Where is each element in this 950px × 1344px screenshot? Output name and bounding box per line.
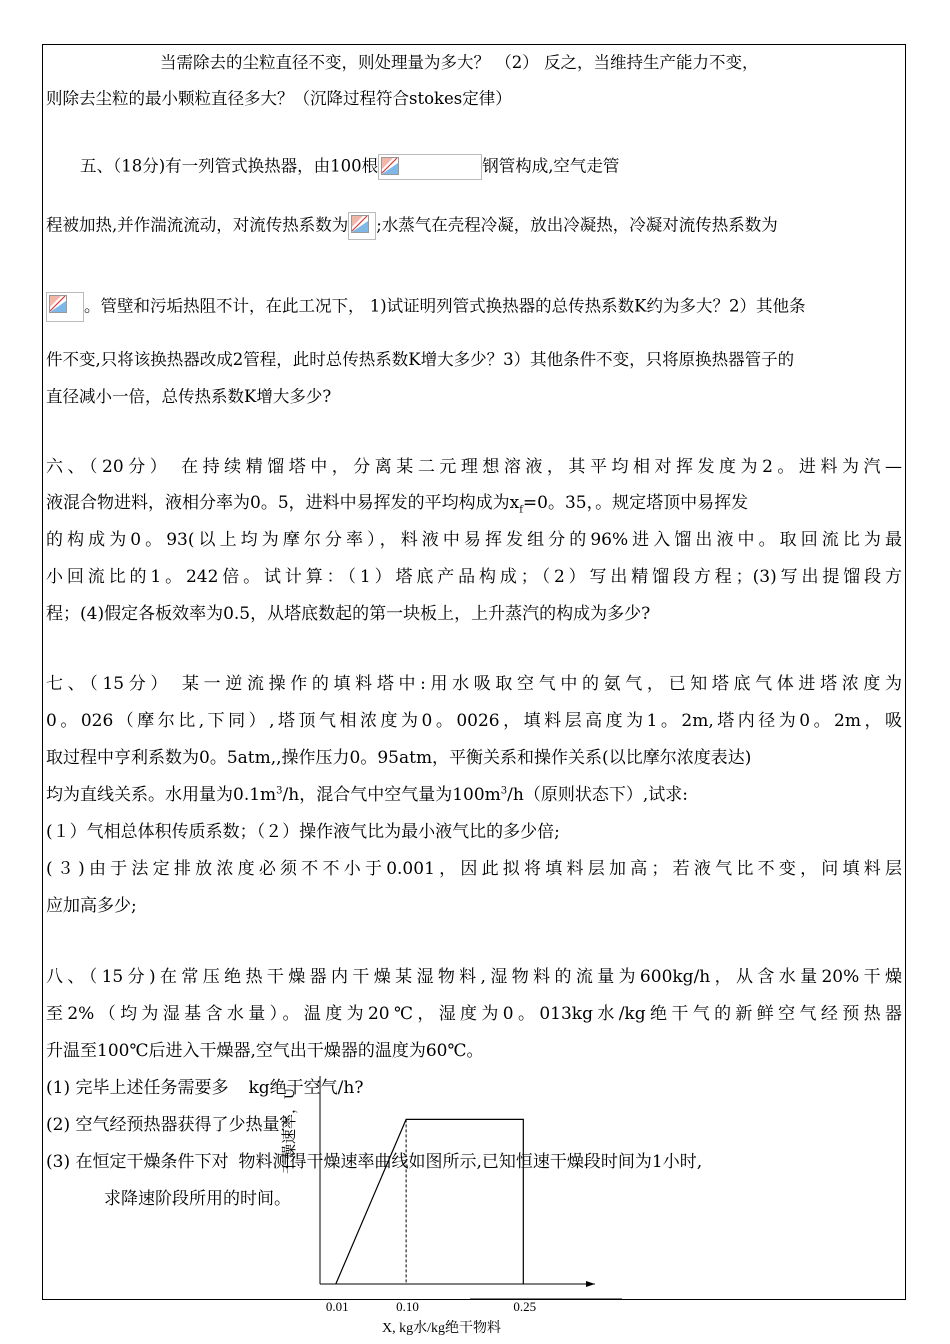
text-fragment: /h（原则状态下）,试求: — [507, 785, 688, 805]
text-line: 直径减小一倍，总传热系数K增大多少? — [46, 387, 332, 406]
text-line: 取过程中亨利系数为0。5atm,,操作压力0。95atm，平衡关系和操作关系(以比摩尔浓度表达) — [46, 748, 752, 768]
text-line: 小回流比的1。242倍。试计算：（1）塔底产品构成；（2）写出精馏段方程；(3)写出提馏段方 — [46, 567, 902, 587]
broken-image-icon — [381, 157, 399, 175]
text-line — [46, 212, 778, 240]
text-line: (１）气相总体积传质系数；（２）操作液气比为最小液气比的多少倍; — [46, 822, 560, 842]
broken-image-icon — [49, 295, 67, 313]
text-line: 八、（15分)在常压绝热干燥器内干燥某湿物料,湿物料的流量为600kg/h，从含水量20%干燥 — [46, 967, 902, 987]
text-line — [46, 492, 748, 514]
text-fragment: ;水蒸气在壳程冷凝，放出冷凝热，冷凝对流传热系数为 — [376, 215, 778, 235]
text-fragment: (2) 空气经预热器获得了 — [46, 1115, 229, 1135]
section-5-line — [80, 154, 619, 180]
superscript: 3 — [500, 785, 508, 797]
x-axis-arrow — [586, 1281, 595, 1287]
text-fragment: 钢管构成,空气走管 — [482, 156, 620, 176]
text-line: 七、（15分） 某一逆流操作的填料塔中:用水吸取空气中的氨气，已知塔底气体进塔浓度为 — [46, 674, 902, 694]
drying-rate-curve — [336, 1119, 524, 1284]
y-axis-label: 干燥速率，U — [282, 1088, 298, 1174]
text-fragment: /h，混合气中空气量为100m — [282, 785, 501, 805]
text-fragment: =0。35，。规定塔顶中易挥发 — [522, 493, 749, 513]
list-item — [104, 1188, 291, 1210]
x-axis-label: X, kg水/kg绝干物料 — [382, 1321, 501, 1336]
text-line: 则除去尘粒的最小颗粒直径多大？（沉降过程符合stokes定律） — [46, 89, 512, 108]
text-fragment: (1) 完毕上述任务需要多 — [46, 1078, 229, 1098]
x-tick-label: 0.25 — [513, 1299, 537, 1314]
text-fragment: (3) 在恒定干燥条件下对 — [46, 1152, 229, 1172]
text-fragment: 均为直线关系。水用量为0.1m — [46, 785, 277, 805]
text-fragment: 五、（18分)有一列管式换热器，由100根 — [80, 156, 379, 176]
text-line: 件不变,只将该换热器改成2管程，此时总传热系数K增大多少？3）其他条件不变，只将原换热器管子的 — [46, 350, 795, 369]
text-line: 升温至100℃后进入干燥器,空气出干燥器的温度为60℃。 — [46, 1041, 484, 1061]
x-tick-label: 0.01 — [325, 1299, 349, 1314]
text-line: 至2%（均为湿基含水量）。温度为20℃，湿度为0。013kg水/kg绝干气的新鲜空气经预热器 — [46, 1004, 902, 1024]
text-line — [46, 784, 688, 806]
broken-image-icon — [351, 215, 369, 233]
image-placeholder — [378, 154, 482, 180]
x-tick-label: 0.10 — [396, 1299, 419, 1314]
text-fragment: kg绝干空气/h? — [248, 1078, 364, 1098]
drying-rate-chart — [270, 1060, 630, 1344]
text-line: 的构成为0。93(以上均为摩尔分率），料液中易挥发组分的96%进入馏出液中。取回流比为最 — [46, 530, 902, 550]
text-fragment: 程被加热,并作湍流流动，对流传热系数为 — [46, 215, 349, 235]
image-placeholder — [348, 212, 376, 240]
text-fragment: 少热量？ — [228, 1115, 297, 1135]
subscript: f — [519, 504, 523, 516]
text-fragment: 液混合物进料，液相分率为0。5，进料中易挥发的平均构成为x — [46, 493, 520, 513]
text-fragment: 物料测得干燥速率曲线如图所示,已知恒速干燥段时间为1小时, — [238, 1152, 703, 1172]
text-line: 程；(4)假定各板效率为0.5，从塔底数起的第一块板上，上升蒸汽的构成为多少? — [46, 604, 651, 624]
text-line: 应加高多少; — [46, 896, 137, 916]
text-line — [46, 292, 806, 322]
image-placeholder — [46, 292, 84, 322]
list-item — [46, 1114, 296, 1136]
text-line: 当需除去的尘粒直径不变，则处理量为多大？ （2） 反之，当维持生产能力不变， — [160, 53, 759, 72]
text-fragment: 求降速阶段所用的时间。 — [104, 1189, 291, 1209]
text-line: 六、（20分） 在持续精馏塔中，分离某二元理想溶液，其平均相对挥发度为2。进料为汽— — [46, 457, 902, 477]
superscript: 3 — [276, 785, 283, 797]
text-line: 0。026（摩尔比,下同）,塔顶气相浓度为0。0026，填料层高度为1。2m,塔内径为0。2m，吸 — [46, 711, 902, 731]
text-fragment: 。管壁和污垢热阻不计，在此工况下， 1)试证明列管式换热器的总传热系数K约为多大？2）其他条 — [84, 296, 806, 316]
text-line: (３)由于法定排放浓度必须不不小于0.001，因此拟将填料层加高；若液气比不变，问填料层 — [46, 859, 902, 879]
